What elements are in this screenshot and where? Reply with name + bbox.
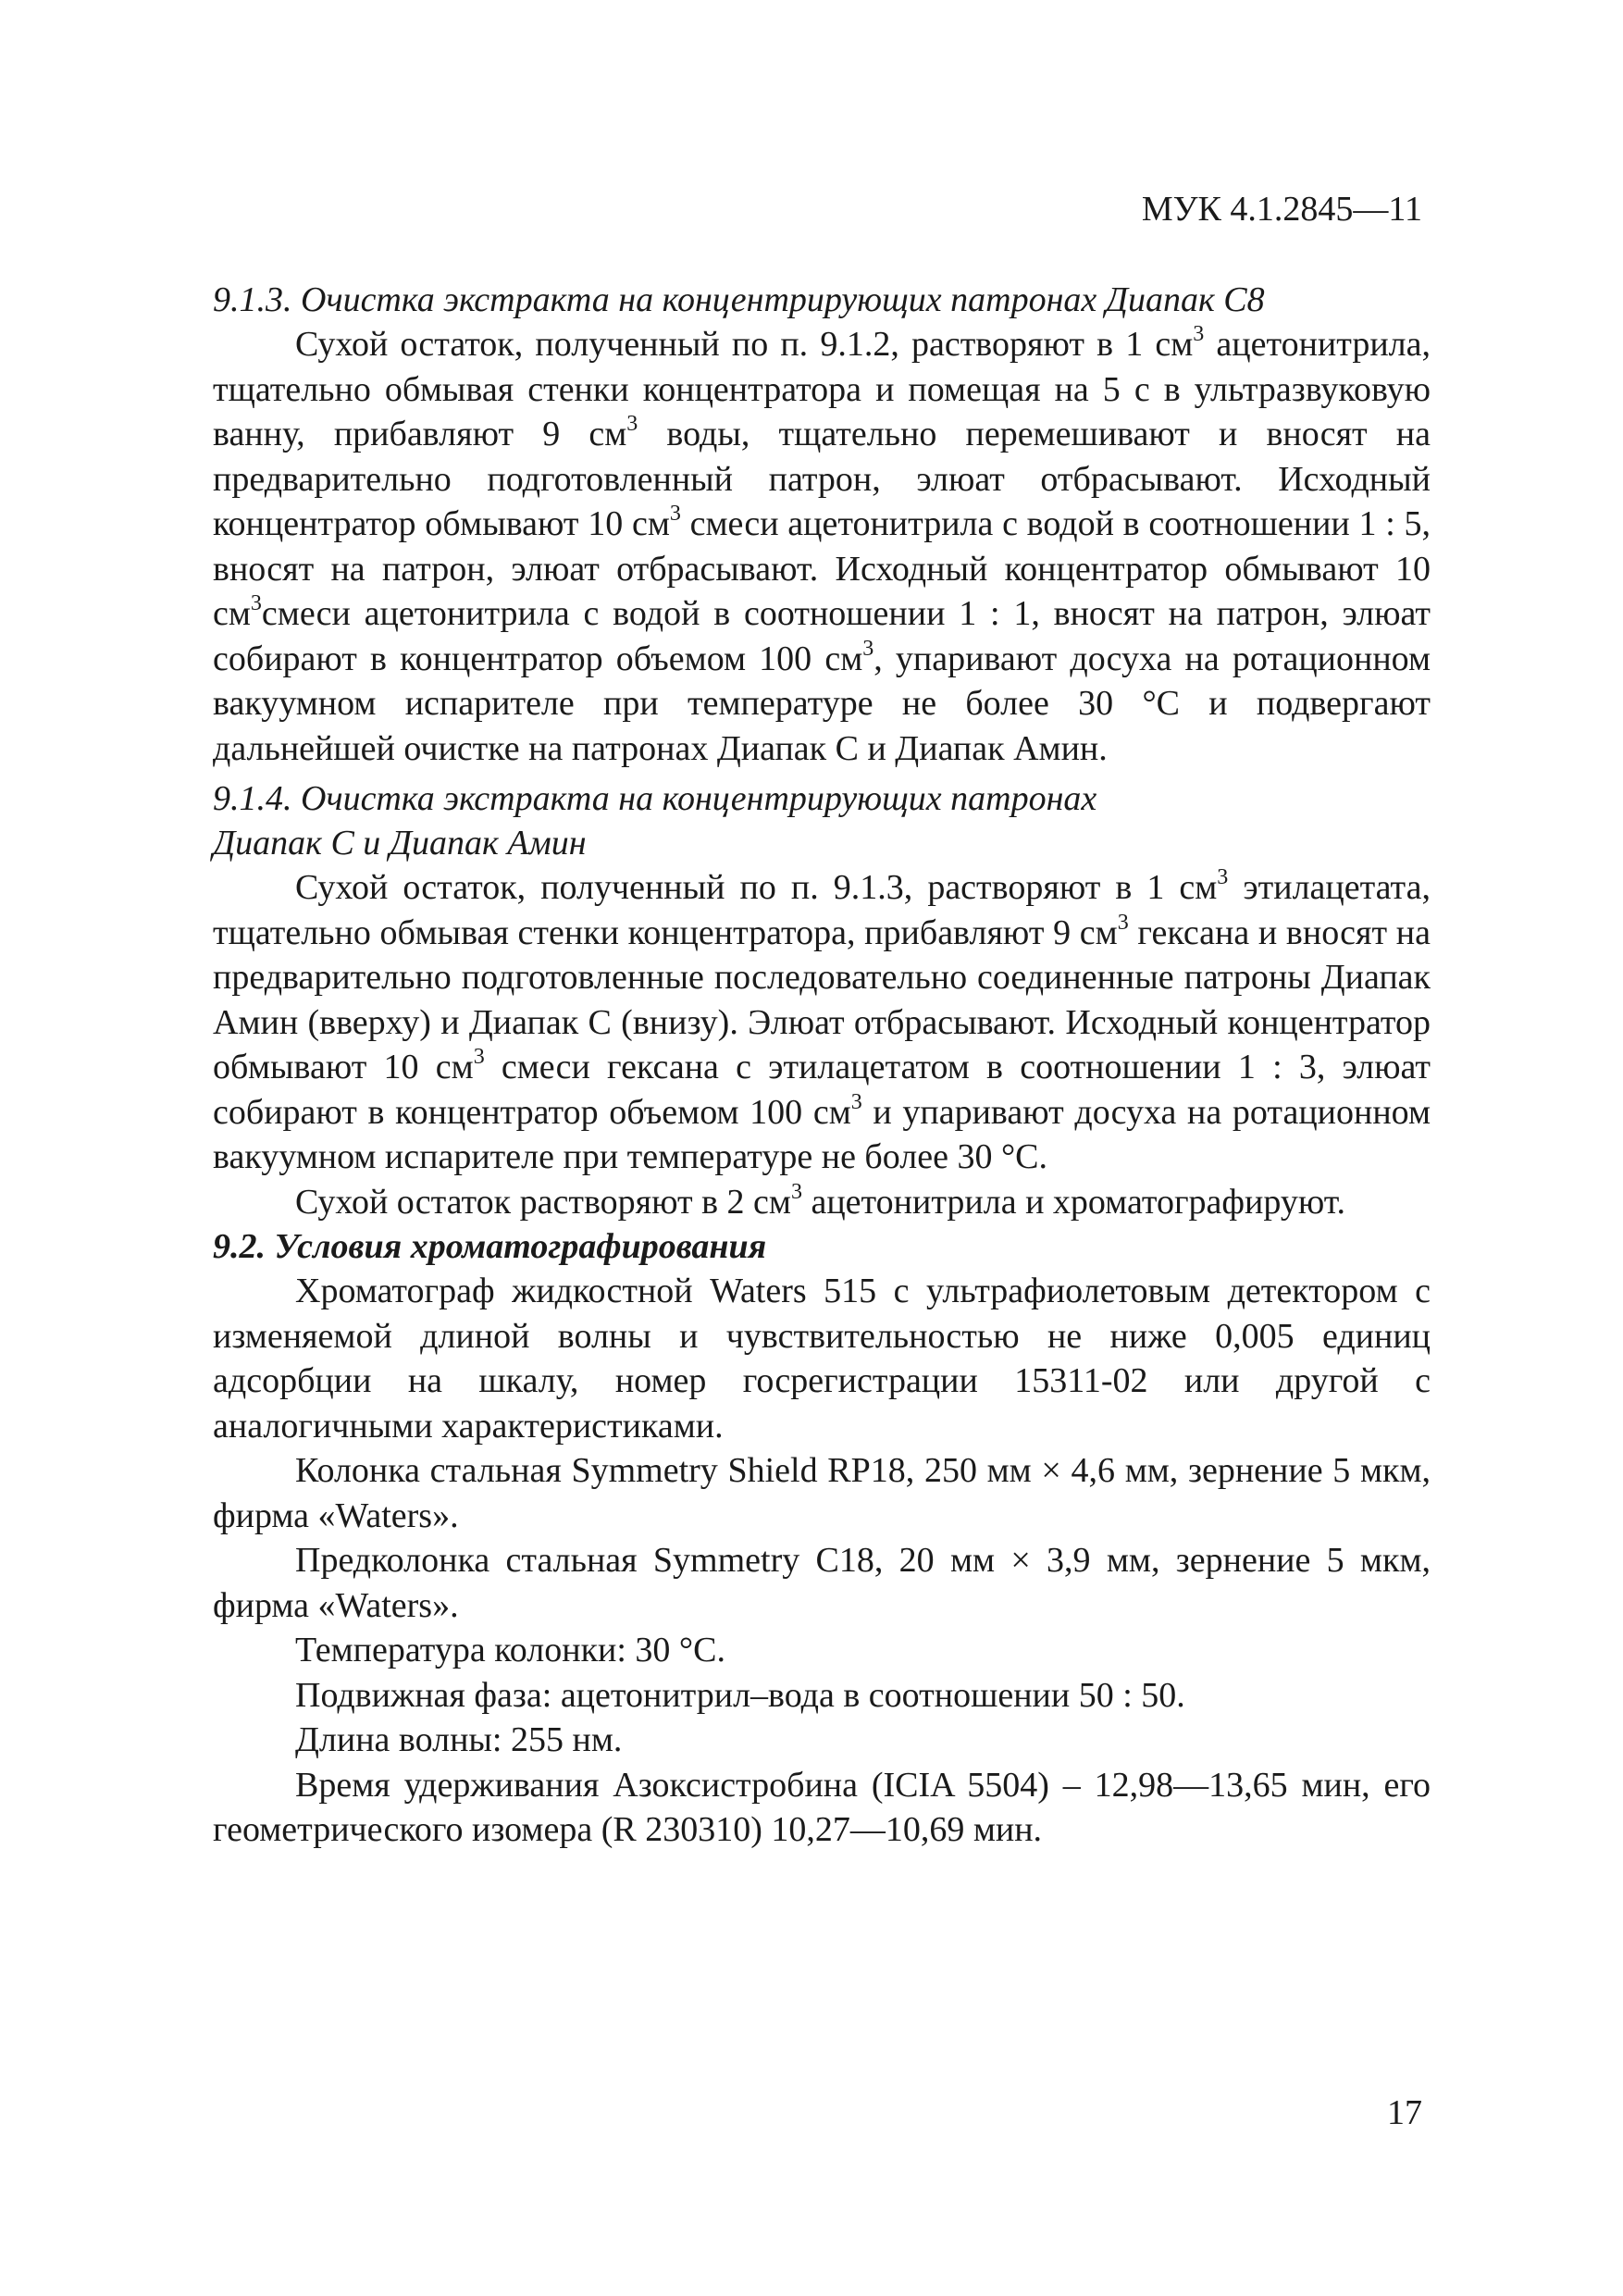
paragraph-mobile-phase: Подвижная фаза: ацетонитрил–вода в соотношении 50 : 50. — [295, 1675, 1185, 1715]
subsection-heading-9-1-3: 9.1.3. Очистка экстракта на концентрирующих патронах Диапак С8 — [213, 280, 1265, 319]
paragraph-chromatograph: Хроматограф жидкостной Waters 515 с ультрафиолетовым детектором с изменяемой длиной волны и чувствительностью не ниже 0,005 единиц адсорбции на шкалу, номер госрегистрации 15311-02 или другой с аналогичными характеристиками. — [213, 1272, 1431, 1446]
paragraph-9-1-4-dissolve: Сухой остаток растворяют в 2 $см^3$ ацетонитрила и хроматографируют. — [295, 1179, 1345, 1222]
subsection-heading-9-1-4: 9.1.4. Очистка экстракта на концентрирующих патронах Диапак С и Диапак Амин — [213, 779, 1097, 863]
paragraph-column-temperature: Температура колонки: 30 °С. — [295, 1631, 725, 1669]
paragraph-precolumn: Предколонка стальная Symmetry С18, 20 мм × 3,9 мм, зернение 5 мкм, фирма «Waters». — [213, 1541, 1431, 1625]
paragraph-9-1-3-body: Сухой остаток, полученный по п. 9.1.2, растворяют в 1 $см^3$ ацетонитрила, тщательно обмывая стенки концентратора и помещая на 5 с в ультразвуковую ванну, прибавляют 9 $см^3$ воды, тщательно перемешивают и вносят на предварительно подготовленный патрон, элюат отбрасывают. Исходный концентратор обмывают 10 $см^3$ смеси ацетонитрила с водой в соотношении 1 : 5, вносят на патрон, элюат отбрасывают. Исходный концентратор обмывают 10 $см^3смеси$ ацетонитрила с водой в соотношении 1 : 1, вносят на патрон, элюат собирают в концентратор объемом 100 $см^3$, упаривают досуха на ротационном вакуумном испарителе при температуре не более 30 °С и подвергают дальнейшей очистке на патронах Диапак С и Диапак Амин. — [213, 322, 1431, 768]
paragraph-retention-time: Время удерживания Азоксистробина (ICIA 5504) – 12,98—13,65 мин, его геометрического изомера (R 230310) 10,27—10,69 мин. — [213, 1765, 1431, 1849]
paragraph-column: Колонка стальная Symmetry Shield RP18, 250 мм × 4,6 мм, зернение 5 мкм, фирма «Waters». — [213, 1451, 1431, 1535]
paragraph-wavelength: Длина волны: 255 нм. — [295, 1720, 623, 1759]
section-heading-9-2: 9.2. Условия хроматографирования — [213, 1227, 767, 1266]
page-content — [213, 278, 1431, 1853]
document-id-header: МУК 4.1.2845—11 — [1141, 190, 1422, 229]
page-number: 17 — [1387, 2093, 1422, 2132]
paragraph-9-1-4-body: Сухой остаток, полученный по п. 9.1.3, растворяют в 1 $см^3$ этилацетата, тщательно обмывая стенки концентратора, прибавляют 9 $см^3$ гексана и вносят на предварительно подготовленные последовательно соединенные патроны Диапак Амин (вверху) и Диапак С (внизу). Элюат отбрасывают. Исходный концентратор обмывают 10 $см^3$ смеси гексана с этилацетатом в соотношении 1 : 3, элюат собирают в концентратор объемом 100 $см^3$ и упаривают досуха на ротационном вакуумном испарителе при температуре не более 30 °С. — [213, 865, 1431, 1176]
